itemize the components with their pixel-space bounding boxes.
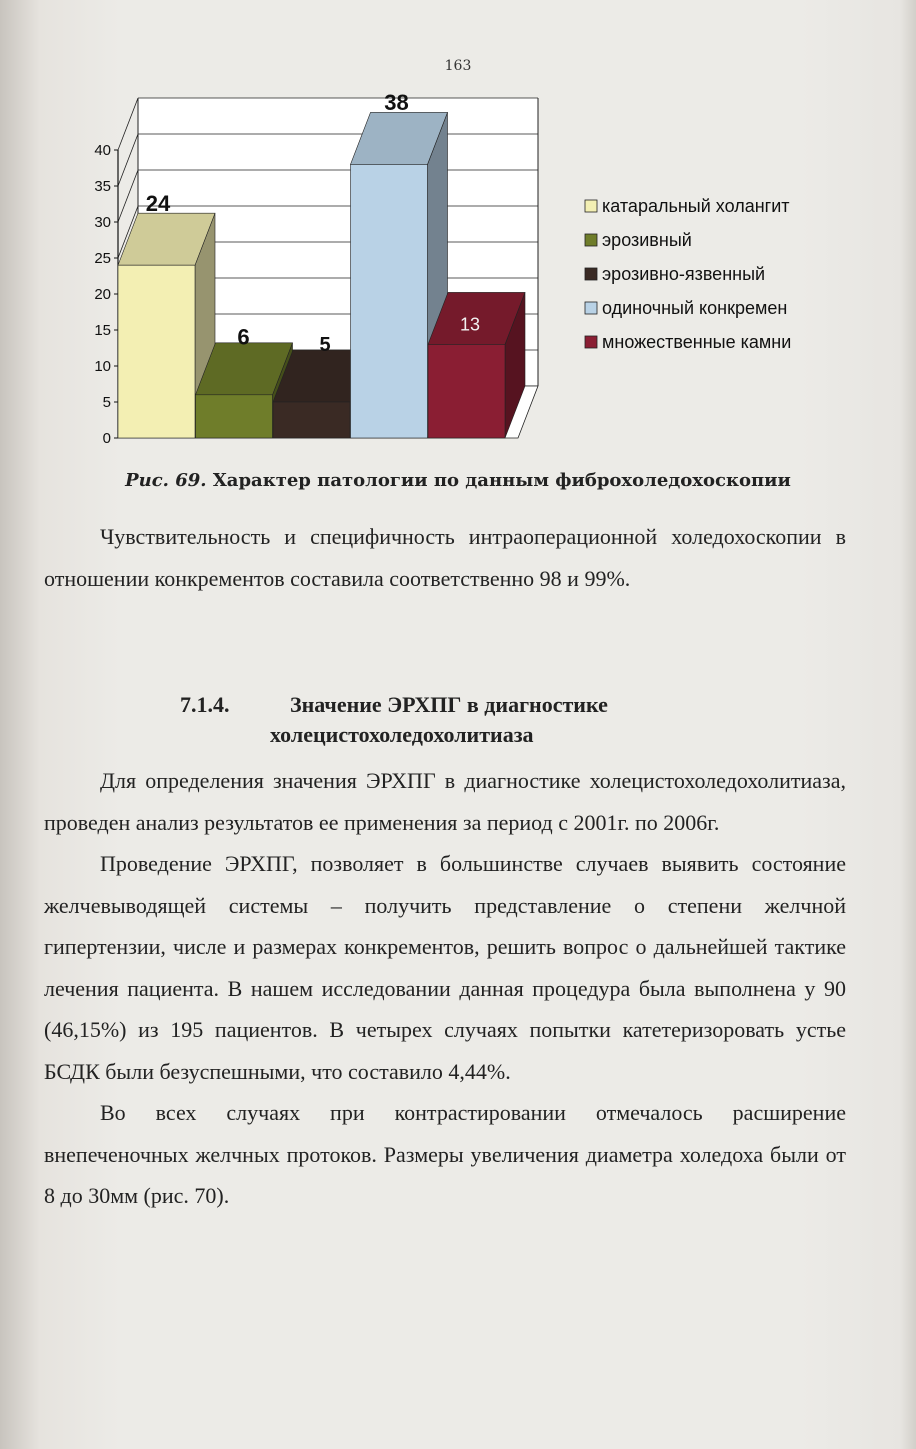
y-tick-label-35: 35 [94, 178, 111, 195]
legend-label-5: множественные камни [602, 332, 792, 352]
paragraph-block-1 [44, 516, 846, 599]
paragraph-contrast: Во всех случаях при контрастировании отмечалось расширение внепеченочных желчных протоков. Размеры увеличения диаметра холедоха были от 8 до 30мм (рис. 70). [44, 1100, 846, 1208]
legend-label-2: эрозивный [602, 230, 692, 250]
y-tick-label-30: 30 [94, 214, 111, 231]
legend-swatch-3 [585, 268, 597, 280]
figure-caption [0, 470, 916, 491]
legend-label-4: одиночный конкремен [602, 298, 788, 318]
data-label-4: 38 [384, 90, 409, 116]
y-tick-label-5: 5 [102, 394, 111, 411]
data-label-3: 5 [319, 334, 331, 356]
data-label-1: 24 [145, 190, 171, 216]
section-title-line2: холецистохоледохолитиаза [270, 722, 534, 747]
chart-svg [80, 90, 860, 460]
figure-number: Рис. 69. [125, 470, 207, 491]
legend-label-3: эрозивно-язвенный [602, 264, 766, 284]
y-tick-label-0: 0 [102, 430, 111, 447]
data-label-5: 13 [459, 314, 481, 335]
section-number: 7.1.4. [180, 692, 230, 717]
legend-swatch-4 [585, 302, 597, 314]
y-tick-label-15: 15 [94, 322, 111, 339]
bar-front-1 [118, 265, 195, 438]
section-heading [180, 690, 780, 750]
legend-swatch-5 [585, 336, 597, 348]
page-number: 163 [444, 58, 472, 74]
data-label-2: 6 [237, 324, 250, 350]
bar-front-3 [273, 402, 350, 438]
bar-chart [80, 90, 860, 460]
paragraph-sensitivity: Чувствительность и специфичность интраоперационной холедохоскопии в отношении конкрементов составила соответственно 98 и 99%. [44, 524, 846, 591]
bar-front-2 [196, 395, 273, 438]
y-tick-label-40: 40 [94, 142, 111, 159]
paragraph-block-2 [44, 760, 846, 1217]
paragraph-procedure: Проведение ЭРХПГ, позволяет в большинстве случаев выявить состояние желчевыводящей системы – получить представление о степени желчной гипертензии, числе и размерах конкрементов, решить вопрос о дальнейшей тактике лечения пациента. В нашем исследовании данная процедура была выполнена у 90 (46,15%) из 195 пациентов. В четырех случаях попытки катетеризоровать устье БСДК были безуспешными, что составило 4,44%. [44, 851, 846, 1084]
legend-label-1: катаральный холангит [602, 196, 790, 216]
figure-title: Характер патологии по данным фиброхоледохоскопии [212, 470, 791, 491]
section-title-line1: Значение ЭРХПГ в диагностике [290, 692, 608, 717]
legend-swatch-2 [585, 234, 597, 246]
bar-front-4 [351, 164, 428, 438]
legend-swatch-1 [585, 200, 597, 212]
paragraph-purpose: Для определения значения ЭРХПГ в диагностике холецистохоледохолитиаза, проведен анализ результатов ее применения за период с 2001г. по 2006г. [44, 768, 846, 835]
y-tick-label-10: 10 [94, 358, 111, 375]
y-tick-label-25: 25 [94, 250, 111, 267]
bar-front-5 [428, 344, 505, 438]
y-tick-label-20: 20 [94, 286, 111, 303]
